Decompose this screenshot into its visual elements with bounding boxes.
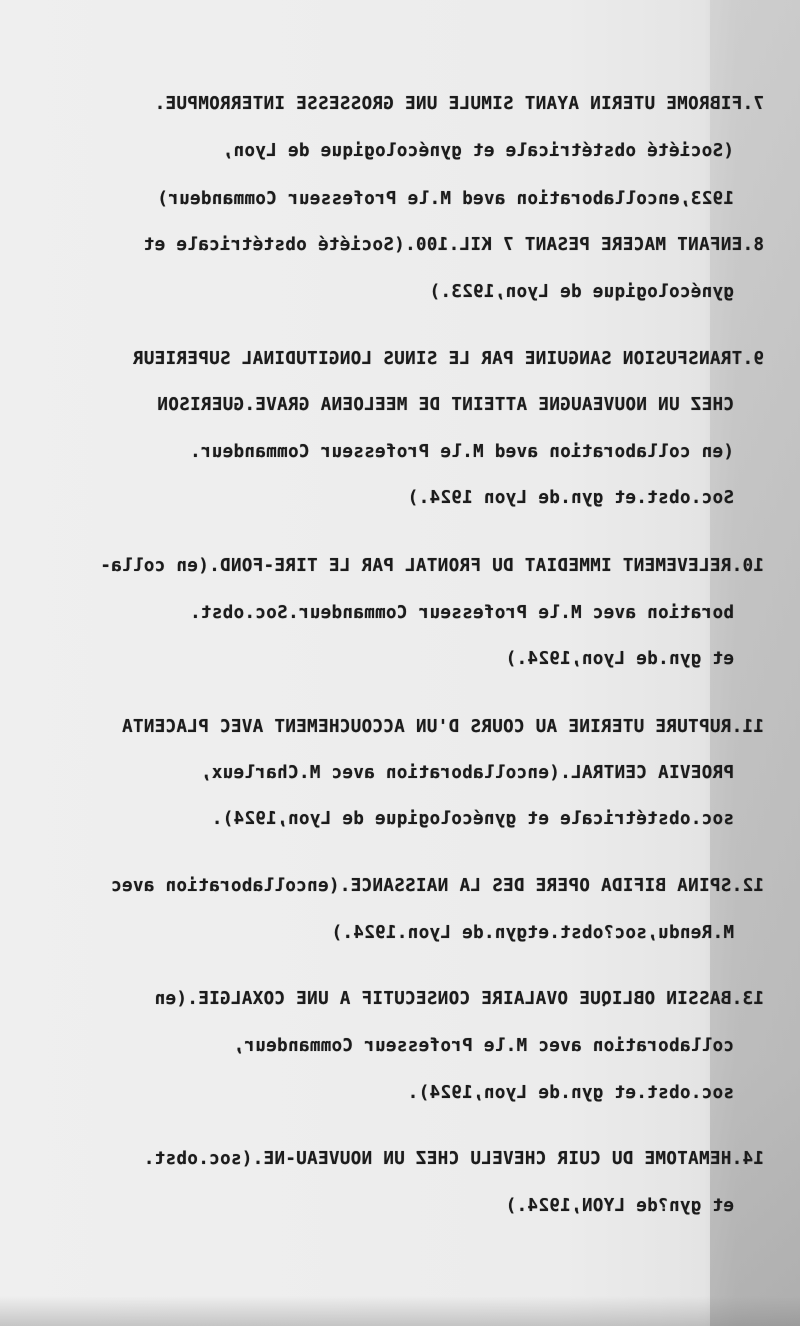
entry-11-line-2: PROEVIA CENTRAL.(encollaboration avec M.Charleux, <box>200 763 734 783</box>
entry-9-line-3: (en collaboration aved M.le Professeur Commandeur. <box>189 442 734 462</box>
entry-7-line-2: (Société obstétricale et gynécologique de Lyon, <box>222 141 734 161</box>
entry-11-line-3: soc.obstétricale et gynécologique de Lyon,1924). <box>211 809 734 829</box>
entry-13-line-1: 13.BASSIN OBLIQUE OVALAIRE CONSECUTIF A UNE COXALGIE.(en <box>154 989 764 1009</box>
entry-10-line-2: boration avec M.le Professeur Commandeur.Soc.obst. <box>189 603 734 623</box>
entry-7-line-3: 1923,encollaboration aved M.le Professeur Commandeur) <box>157 189 734 209</box>
entry-9-line-4: Soc.obst.et gyn.de Lyon 1924.) <box>407 488 734 508</box>
entry-11-line-1: 11.RUPTURE UTERINE AU COURS D'UN ACCOUCHEMENT AVEC PLACENTA <box>121 717 764 737</box>
entry-13-line-2: collaboration avec M.le Professeur Commandeur, <box>233 1036 734 1056</box>
entry-12-line-2: M.Rendu,soc?obst.etgyn.de Lyon.1924.) <box>331 923 734 943</box>
entry-8-line-1: 8.ENFANT MACERE PESANT 7 KIL.100.(Société obstétricale et <box>143 235 764 255</box>
entry-12-line-1: 12.SPINA BIFIDA OPERE DES LA NAISSANCE.(encollaboration avec <box>110 876 764 896</box>
entry-10-line-3: et gyn.de Lyon,1924.) <box>505 649 734 669</box>
entry-8-line-2: gynécologique de Lyon,1923.) <box>429 282 734 302</box>
entry-9-line-1: 9.TRANSFUSION SANGUINE PAR LE SINUS LONGITUDINAL SUPERIEUR <box>132 349 764 369</box>
entry-7-line-1: 7.FIBROME UTERIN AYANT SIMULE UNE GROSSESSE INTERROMPUE. <box>154 94 764 114</box>
entry-9-line-2: CHEZ UN NOUVEAUGNE ATTEINT DE MEELOENA GRAVE.GUERISON <box>157 395 734 415</box>
entry-14-line-2: et gyn?de LYON,1924.) <box>505 1196 734 1216</box>
entry-10-line-1: 10.RELEVEMENT IMMEDIAT DU FRONTAL PAR LE TIRE-FOND.(en colla- <box>99 556 764 576</box>
entry-13-line-3: soc.obst.et gyn.de Lyon,1924). <box>407 1083 734 1103</box>
entry-14-line-1: 14.HEMATOME DU CUIR CHEVELU CHEZ UN NOUVEAU-NE.(soc.obst. <box>143 1149 764 1169</box>
